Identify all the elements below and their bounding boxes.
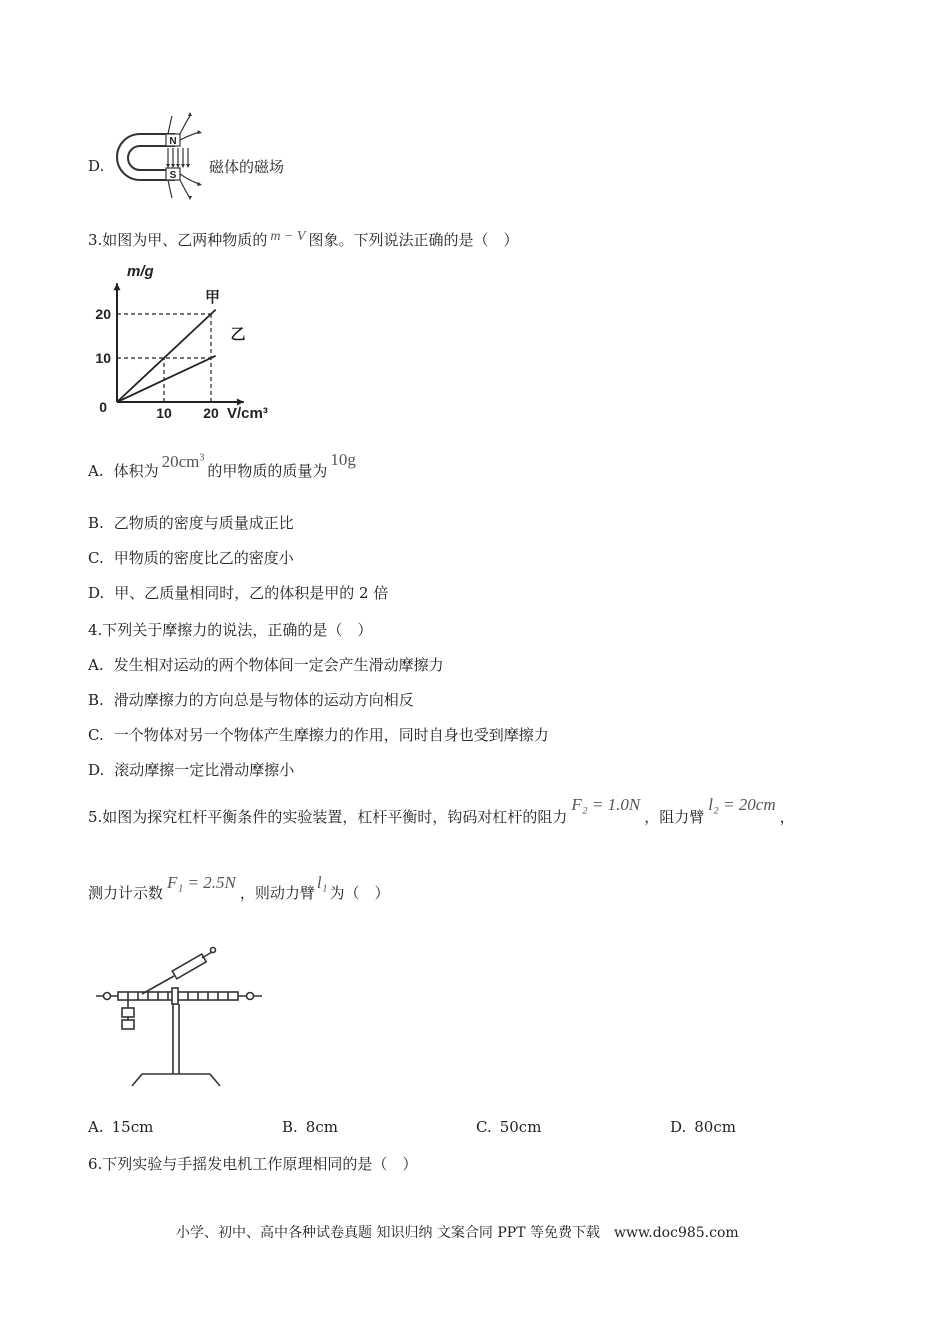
q5-stem-line2	[88, 873, 390, 903]
q3-option-a-letter: A.	[88, 462, 104, 480]
y-axis-label: m/g	[127, 263, 154, 280]
y-axis-arrow	[114, 283, 121, 290]
q5-f1: F₁ = 2.5N	[167, 873, 236, 892]
q5-stem-f: 为（ ）	[329, 884, 390, 902]
q5-option-c-text: 50cm	[499, 1118, 542, 1136]
x-tick-label-1: 20	[203, 405, 219, 421]
q4-stem: 4.下列关于摩擦力的说法，正确的是（ ）	[88, 621, 373, 639]
q3-option-a-math1	[162, 452, 205, 471]
q5-option-b	[282, 1118, 338, 1136]
q5-option-a	[88, 1118, 153, 1136]
y-tick-label-0: 10	[95, 350, 111, 366]
q5-stem-line1	[88, 795, 795, 827]
q3-stem-a: 3.如图为甲、乙两种物质的	[88, 231, 268, 249]
x-axis-label: V/cm³	[227, 405, 268, 422]
q5-option-d-letter: D.	[670, 1118, 687, 1136]
q3-option-d-text: 甲、乙质量相同时，乙的体积是甲的 2 倍	[114, 584, 389, 602]
q5-option-d	[670, 1118, 736, 1136]
q5-option-a-letter: A.	[88, 1118, 104, 1136]
series-line-1	[117, 356, 216, 402]
q4-option-c-letter: C.	[88, 726, 104, 744]
q4-option-a-text: 发生相对运动的两个物体间一定会产生滑动摩擦力	[113, 656, 444, 674]
q5-option-b-text: 8cm	[305, 1118, 338, 1136]
q4-option-d	[88, 759, 294, 780]
q5-option-a-text: 15cm	[111, 1118, 154, 1136]
q5-stem-d: 测力计示数	[88, 884, 164, 902]
horseshoe-magnet-figure	[108, 112, 218, 202]
mv-chart	[95, 262, 310, 422]
q3-option-a-text1: 体积为	[113, 462, 159, 480]
q5-option-d-text: 80cm	[694, 1118, 736, 1136]
y-tick-label-1: 20	[95, 306, 111, 322]
q3-option-c-letter: C.	[88, 549, 104, 567]
q3-option-a-volume-exp: 3	[199, 452, 205, 464]
magnet-n-label: N	[169, 136, 177, 147]
q5-option-c-letter: C.	[476, 1118, 492, 1136]
origin-label: 0	[99, 399, 107, 415]
q5-l1: l₁	[316, 873, 328, 892]
series-label-1: 乙	[230, 326, 246, 344]
q3-option-b-letter: B.	[88, 514, 104, 532]
q3-option-c	[88, 547, 294, 568]
q3-stem-b: 图象。下列说法正确的是（ ）	[308, 231, 519, 249]
q4-option-a-letter: A.	[88, 656, 104, 674]
q5-f2: F₂ = 1.0N	[571, 795, 641, 814]
q3-stem-math: m − V	[270, 229, 306, 244]
q4-option-a	[88, 654, 444, 675]
lever-apparatus-figure	[92, 944, 267, 1094]
q4-option-b-text: 滑动摩擦力的方向总是与物体的运动方向相反	[113, 691, 414, 709]
q5-l2: l₂ = 20cm	[708, 795, 776, 814]
q3-stem	[88, 229, 518, 250]
q6-stem: 6.下列实验与手摇发电机工作原理相同的是（ ）	[88, 1155, 418, 1173]
q3-option-b	[88, 512, 294, 533]
q2-option-d-letter: D.	[88, 157, 105, 175]
q5-stem-a: 5.如图为探究杠杆平衡条件的实验装置，杠杆平衡时，钩码对杠杆的阻力	[88, 808, 568, 826]
q5-option-c	[476, 1118, 541, 1136]
q4-option-b	[88, 689, 414, 710]
series-label-0: 甲	[205, 289, 221, 306]
q3-option-d-letter: D.	[88, 584, 105, 602]
q4-option-d-letter: D.	[88, 761, 105, 779]
series-line-0	[117, 310, 216, 402]
magnet-s-label: S	[169, 170, 177, 181]
q4-option-b-letter: B.	[88, 691, 104, 709]
q4-option-c-text: 一个物体对另一个物体产生摩擦力的作用，同时自身也受到摩擦力	[113, 726, 549, 744]
q5-stem-e: ，则动力臂	[239, 884, 315, 902]
q5-option-b-letter: B.	[282, 1118, 298, 1136]
q3-option-a	[88, 450, 356, 481]
q4-option-d-text: 滚动摩擦一定比滑动摩擦小	[114, 761, 295, 779]
q3-option-d	[88, 582, 388, 603]
q5-stem-b: ，阻力臂	[644, 808, 705, 826]
q5-stem-c: ，	[779, 808, 795, 826]
q3-option-a-math2: 10g	[330, 450, 356, 469]
q3-option-a-volume: 20cm	[161, 452, 200, 471]
page-footer: 小学、初中、高中各种试卷真题 知识归纳 文案合同 PPT 等免费下载 www.doc985.com	[176, 1225, 739, 1241]
q3-option-c-text: 甲物质的密度比乙的密度小	[113, 549, 294, 567]
q2-option-d-text: 磁体的磁场	[209, 158, 285, 176]
q3-option-b-text: 乙物质的密度与质量成正比	[113, 514, 294, 532]
x-tick-label-0: 10	[156, 405, 172, 421]
q4-option-c	[88, 724, 549, 745]
q3-option-a-text2: 的甲物质的质量为	[207, 462, 328, 480]
